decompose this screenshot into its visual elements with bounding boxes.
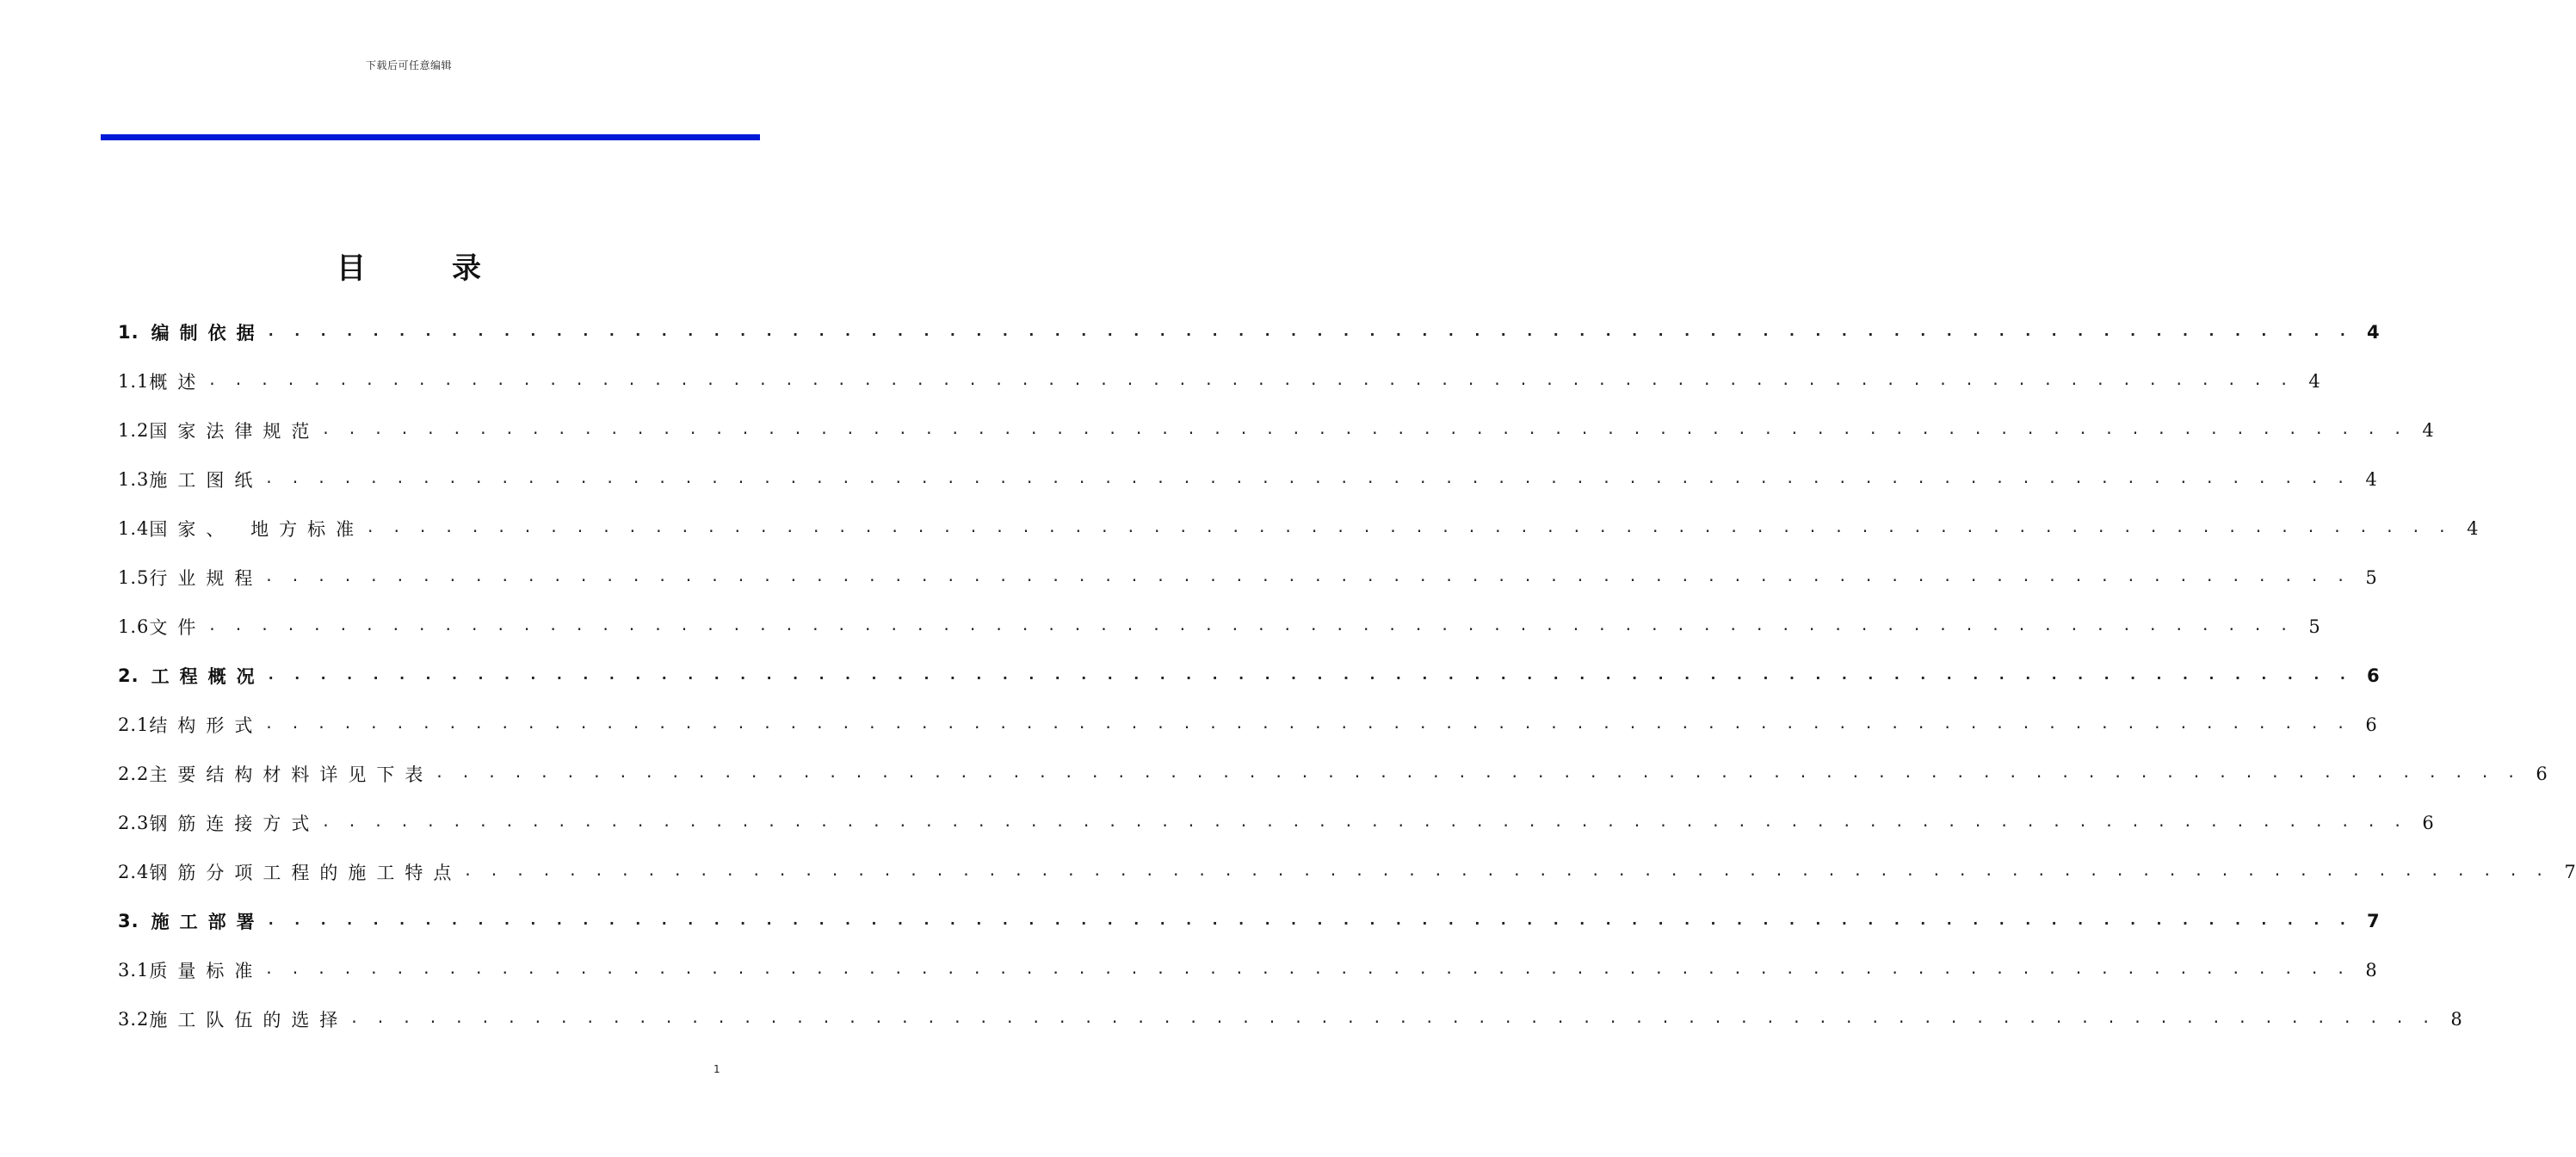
toc-dot-leader: . . . . . . . . . . . . . . . . . . . . . . . . . . . . . . . . . . . . . . . . . . . . . . . . . . . . . . . . . . . . . . . . . . . . . . . . . . . . . . . . — [349, 1010, 2435, 1027]
toc-entry-label: 国家法律规范 — [149, 420, 320, 442]
toc-entry-page: 5 — [2365, 566, 2377, 588]
toc-entry-page: 6 — [2365, 714, 2377, 735]
toc-entry-page: 8 — [2450, 1008, 2462, 1030]
table-of-contents — [118, 307, 2576, 1043]
toc-entry[interactable] — [118, 504, 2479, 553]
toc-dot-leader: . . . . . . . . . . . . . . . . . . . . . . . . . . . . . . . . . . . . . . . . . . . . . . . . . . . . . . . . . . . . . . . . . . . . . . . . . . . . . . . . — [264, 715, 2350, 733]
toc-entry-label: 概述 — [149, 371, 207, 393]
toc-dot-leader: . . . . . . . . . . . . . . . . . . . . . . . . . . . . . . . . . . . . . . . . . . . . . . . . . . . . . . . . . . . . . . . . . . . . . . . . . . . . . . . . — [266, 323, 2351, 340]
toc-entry-number: 3.1 — [118, 959, 150, 981]
toc-entry-page: 5 — [2308, 616, 2320, 637]
toc-dot-leader: . . . . . . . . . . . . . . . . . . . . . . . . . . . . . . . . . . . . . . . . . . . . . . . . . . . . . . . . . . . . . . . . . . . . . . . . . . . . . . . . — [264, 568, 2350, 585]
toc-entry-number: 1.1 — [118, 370, 150, 392]
toc-entry-label: 施工图纸 — [149, 469, 263, 491]
toc-entry-page: 7 — [2366, 910, 2380, 931]
toc-entry[interactable] — [118, 307, 2380, 356]
toc-dot-leader: . . . . . . . . . . . . . . . . . . . . . . . . . . . . . . . . . . . . . . . . . . . . . . . . . . . . . . . . . . . . . . . . . . . . . . . . . . . . . . . . — [435, 764, 2520, 782]
toc-entry-number: 1. — [118, 321, 139, 343]
toc-entry[interactable] — [118, 405, 2434, 455]
toc-entry-page: 6 — [2366, 665, 2380, 686]
toc-entry-number: 2.3 — [118, 812, 150, 833]
toc-entry-label: 文件 — [149, 616, 207, 638]
toc-entry-page: 7 — [2564, 861, 2576, 882]
toc-entry-number: 1.4 — [118, 517, 150, 539]
toc-entry[interactable] — [118, 602, 2320, 651]
toc-dot-leader: . . . . . . . . . . . . . . . . . . . . . . . . . . . . . . . . . . . . . . . . . . . . . . . . . . . . . . . . . . . . . . . . . . . . . . . . . . . . . . . . — [264, 470, 2350, 487]
toc-entry[interactable] — [118, 994, 2462, 1043]
header-note: 下载后可任意编辑 — [365, 59, 452, 71]
toc-entry[interactable] — [118, 798, 2434, 847]
toc-dot-leader: . . . . . . . . . . . . . . . . . . . . . . . . . . . . . . . . . . . . . . . . . . . . . . . . . . . . . . . . . . . . . . . . . . . . . . . . . . . . . . . . — [266, 666, 2351, 684]
toc-entry-number: 1.3 — [118, 468, 150, 490]
toc-dot-leader: . . . . . . . . . . . . . . . . . . . . . . . . . . . . . . . . . . . . . . . . . . . . . . . . . . . . . . . . . . . . . . . . . . . . . . . . . . . . . . . . — [264, 961, 2350, 978]
toc-entry-label: 施工队伍的选择 — [149, 1009, 349, 1030]
toc-entry[interactable] — [118, 455, 2377, 504]
toc-dot-leader: . . . . . . . . . . . . . . . . . . . . . . . . . . . . . . . . . . . . . . . . . . . . . . . . . . . . . . . . . . . . . . . . . . . . . . . . . . . . . . . . — [207, 372, 2293, 389]
toc-entry-label: 编制依据 — [151, 322, 265, 343]
toc-entry-page: 4 — [2467, 517, 2479, 539]
toc-title: 目录 — [337, 251, 567, 286]
toc-entry-number: 2.4 — [118, 861, 150, 882]
toc-dot-leader: . . . . . . . . . . . . . . . . . . . . . . . . . . . . . . . . . . . . . . . . . . . . . . . . . . . . . . . . . . . . . . . . . . . . . . . . . . . . . . . . — [266, 912, 2351, 929]
toc-entry-label: 施工部署 — [151, 911, 265, 932]
toc-entry-page: 4 — [2366, 321, 2380, 343]
toc-entry[interactable] — [118, 749, 2548, 798]
toc-entry-label: 钢筋分项工程的施工特点 — [149, 862, 462, 883]
toc-entry-page: 6 — [2422, 812, 2434, 833]
toc-entry-number: 1.6 — [118, 616, 150, 637]
toc-dot-leader: . . . . . . . . . . . . . . . . . . . . . . . . . . . . . . . . . . . . . . . . . . . . . . . . . . . . . . . . . . . . . . . . . . . . . . . . . . . . . . . . — [366, 519, 2451, 536]
toc-entry[interactable] — [118, 847, 2576, 896]
toc-entry-number: 3. — [118, 910, 139, 931]
toc-entry-label: 工程概况 — [151, 665, 265, 687]
toc-entry-label: 国家、 地方标准 — [149, 518, 365, 540]
toc-entry-number: 2. — [118, 665, 139, 686]
toc-dot-leader: . . . . . . . . . . . . . . . . . . . . . . . . . . . . . . . . . . . . . . . . . . . . . . . . . . . . . . . . . . . . . . . . . . . . . . . . . . . . . . . . — [463, 863, 2548, 880]
toc-dot-leader: . . . . . . . . . . . . . . . . . . . . . . . . . . . . . . . . . . . . . . . . . . . . . . . . . . . . . . . . . . . . . . . . . . . . . . . . . . . . . . . . — [321, 421, 2406, 438]
toc-entry-page: 4 — [2308, 370, 2320, 392]
toc-entry-page: 4 — [2365, 468, 2377, 490]
toc-entry-label: 主要结构材料详见下表 — [149, 764, 434, 785]
page-number: 1 — [713, 1063, 720, 1075]
toc-entry-label: 钢筋连接方式 — [149, 813, 320, 834]
toc-entry[interactable] — [118, 700, 2377, 749]
toc-entry[interactable] — [118, 651, 2380, 700]
toc-entry[interactable] — [118, 945, 2377, 994]
toc-entry[interactable] — [118, 356, 2320, 405]
toc-entry-number: 2.1 — [118, 714, 150, 735]
toc-entry-number: 2.2 — [118, 763, 150, 784]
toc-entry[interactable] — [118, 896, 2380, 945]
toc-entry-page: 6 — [2536, 763, 2548, 784]
toc-entry-number: 1.2 — [118, 419, 150, 441]
toc-entry-label: 行业规程 — [149, 567, 263, 589]
toc-entry-page: 8 — [2365, 959, 2377, 981]
toc-entry-page: 4 — [2422, 419, 2434, 441]
toc-dot-leader: . . . . . . . . . . . . . . . . . . . . . . . . . . . . . . . . . . . . . . . . . . . . . . . . . . . . . . . . . . . . . . . . . . . . . . . . . . . . . . . . — [321, 814, 2406, 831]
toc-entry[interactable] — [118, 553, 2377, 602]
toc-entry-number: 3.2 — [118, 1008, 150, 1030]
toc-entry-number: 1.5 — [118, 566, 150, 588]
toc-dot-leader: . . . . . . . . . . . . . . . . . . . . . . . . . . . . . . . . . . . . . . . . . . . . . . . . . . . . . . . . . . . . . . . . . . . . . . . . . . . . . . . . — [207, 617, 2293, 634]
toc-entry-label: 质量标准 — [149, 960, 263, 981]
header-rule — [101, 134, 760, 140]
toc-entry-label: 结构形式 — [149, 715, 263, 736]
